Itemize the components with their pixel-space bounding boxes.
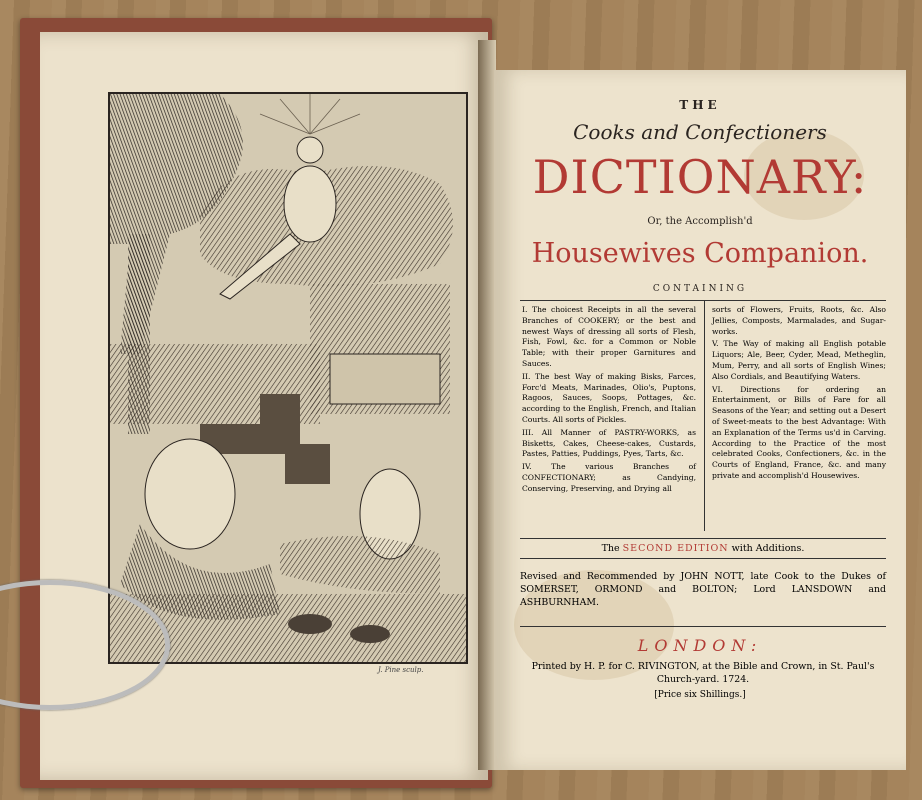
frontispiece-engraving [108, 92, 468, 664]
title-housewives: Housewives Companion. [531, 238, 869, 269]
edition-label: SECOND EDITION [622, 543, 729, 554]
contents-right-column [712, 305, 886, 484]
contents-item: IV. The various Branches of CONFECTIONARY; as Candying, Conserving, Preserving, and Drying all [522, 462, 696, 493]
contents-left-column [522, 305, 696, 497]
imprint: Printed by H. P. for C. RIVINGTON, at the Bible and Crown, in St. Paul's Church-yard. 1724. [531, 661, 875, 685]
edition-line [520, 538, 886, 559]
title-dictionary: DICTIONARY: [532, 150, 868, 204]
price: [Price six Shillings.] [654, 690, 746, 700]
title-the: THE [679, 98, 721, 112]
contents-item: V. The Way of making all English potable Liquors; Ale, Beer, Cyder, Mead, Metheglin, Mum, Perry, and all sorts of English Wines; Also Cordials, and Beautifying Waters. [712, 339, 886, 381]
contents-item: VI. Directions for ordering an Entertainment, or Bills of Fare for all Seasons of the Year; and setting out a Desert of Sweet-meats to the best Advantage: With an Explanation of the Terms us'd in Carving. According to the Practice of the most celebrated Cooks, Confectioners, &c. in the Courts of England, France, &c. and many private and accomplish'd Housewives. [712, 384, 886, 480]
column-divider [704, 301, 705, 531]
contents-item: II. The best Way of making Bisks, Farces, Forc'd Meats, Marinades, Olio's, Puptons, Ragoos, Sauces, Soops, Pottages, &c. according to the English, French, and Italian Courts. All sorts of Pickles. [522, 371, 696, 424]
edition-post: with Additions. [731, 543, 805, 554]
contents-item: I. The choicest Receipts in all the several Branches of COOKERY; or the best and newest Ways of dressing all sorts of Flesh, Fish, Fowl, &c. for a Common or Noble Table; with their proper Garnitures and Sauces. [522, 305, 696, 368]
containing-label: CONTAINING [652, 284, 748, 294]
contents-item: sorts of Flowers, Fruits, Roots, &c. Also Jellies, Composts, Marmalades, and Sugar-works. [712, 305, 886, 336]
contents-item: III. All Manner of PASTRY-WORKS, as Bisketts, Cakes, Cheese-cakes, Custards, Pastes, Patties, Puddings, Pyes, Tarts, &c. [522, 427, 696, 459]
title-or-line: Or, the Accomplish'd [647, 216, 753, 227]
title-page [494, 70, 906, 770]
contents-columns [520, 300, 886, 533]
title-cooks-line: Cooks and Confectioners [573, 120, 827, 144]
london-imprint-city: LONDON: [637, 636, 763, 655]
revised-by: Revised and Recommended by JOHN NOTT, late Cook to the Dukes of SOMERSET, ORMOND and BOLTON; Lord LANSDOWN and ASHBURNHAM. [520, 571, 886, 608]
engraver-credit: J. Pine sculp. [378, 666, 424, 674]
divider-rule [520, 626, 886, 627]
edition-pre: The [601, 543, 620, 554]
